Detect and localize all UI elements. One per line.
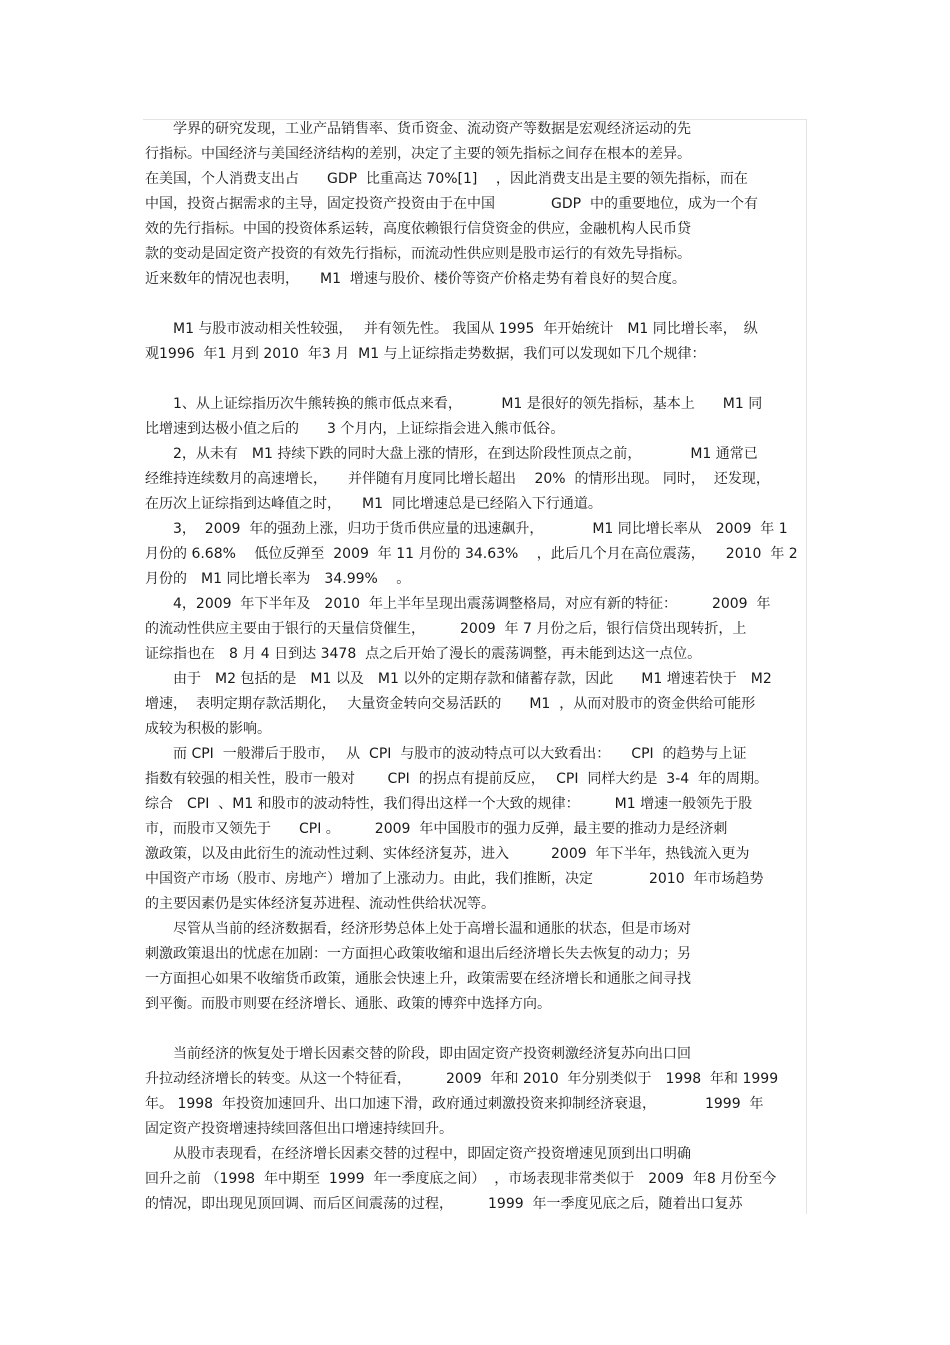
text-line: 观1996 年1 月到 2010 年3 月 M1 与上证综指走势数据，我们可以发现如下几个规律：	[145, 346, 706, 362]
text-line: 的情况，即出现见顶回调、而后区间震荡的过程， 1999 年一季度见底之后，随着出口复苏	[145, 1196, 743, 1212]
text-line: 成较为积极的影响。	[145, 721, 271, 737]
text-line: 回升之前 （1998 年中期至 1999 年一季度底之间） ，市场表现非常类似于 2009 年8 月份至今	[145, 1171, 777, 1187]
text-line: 的流动性供应主要由于银行的天量信贷催生， 2009 年 7 月份之后，银行信贷出现转折，上	[145, 621, 747, 637]
text-line: 的主要因素仍是实体经济复苏进程、流动性供给状况等。	[145, 896, 495, 912]
text-line: 证综指也在 8 月 4 日到达 3478 点之后开始了漫长的震荡调整，再未能到达这一点位。	[145, 646, 702, 662]
text-line: 月份的 M1 同比增长率为 34.99% 。	[145, 571, 411, 587]
text-line: 月份的 6.68% 低位反弹至 2009 年 11 月份的 34.63% ，此后几个月在高位震荡， 2010 年 2	[145, 546, 798, 562]
text-line: 而 CPI 一般滞后于股市， 从 CPI 与股市的波动特点可以大致看出： CPI 的趋势与上证	[145, 746, 747, 762]
text-line: 尽管从当前的经济数据看，经济形势总体上处于高增长温和通胀的状态，但是市场对	[145, 921, 691, 937]
text-line: 经维持连续数月的高速增长， 并伴随有月度同比增长超出 20% 的情形出现。 同时， 还发现，	[145, 471, 770, 487]
text-line: 刺激政策退出的忧虑在加剧：一方面担心政策收缩和退出后经济增长失去恢复的动力；另	[145, 946, 691, 962]
text-line: 效的先行指标。中国的投资体系运转，高度依赖银行信贷资金的供应，金融机构人民币贷	[145, 221, 691, 237]
text-line: 年。 1998 年投资加速回升、出口加速下滑，政府通过刺激投资来抑制经济衰退， 1999 年	[145, 1096, 764, 1112]
text-line: M1 与股市波动相关性较强， 并有领先性。 我国从 1995 年开始统计 M1 同比增长率， 纵	[145, 321, 758, 337]
text-line: 一方面担心如果不收缩货币政策，通胀会快速上升，政策需要在经济增长和通胀之间寻找	[145, 971, 691, 987]
text-line: 指数有较强的相关性，股市一般对 CPI 的拐点有提前反应， CPI 同样大约是 3-4 年的周期。	[145, 771, 769, 787]
text-line: 在历次上证综指到达峰值之时， M1 同比增速总是已经陷入下行通道。	[145, 496, 602, 512]
text-line: 当前经济的恢复处于增长因素交替的阶段，即由固定资产投资刺激经济复苏向出口回	[145, 1046, 691, 1062]
text-line: 到平衡。而股市则要在经济增长、通胀、政策的博弈中选择方向。	[145, 996, 551, 1012]
text-line: 款的变动是固定资产投资的有效先行指标，而流动性供应则是股市运行的有效先导指标。	[145, 246, 691, 262]
text-line: 在美国，个人消费支出占 GDP 比重高达 70%[1] ，因此消费支出是主要的领先指标，而在	[145, 171, 748, 187]
text-line: 3， 2009 年的强劲上涨，归功于货币供应量的迅速飙升， M1 同比增长率从 2009 年 1	[145, 521, 788, 537]
text-line: 市，而股市又领先于 CPI 。 2009 年中国股市的强力反弹，最主要的推动力是经济刺	[145, 821, 728, 837]
text-line: 学界的研究发现，工业产品销售率、货币资金、流动资产等数据是宏观经济运动的先	[145, 121, 691, 137]
text-line: 升拉动经济增长的转变。从这一个特征看， 2009 年和 2010 年分别类似于 1998 年和 1999	[145, 1071, 779, 1087]
text-line: 固定资产投资增速持续回落但出口增速持续回升。	[145, 1121, 453, 1137]
text-line: 近来数年的情况也表明， M1 增速与股价、楼价等资产价格走势有着良好的契合度。	[145, 271, 686, 287]
text-line: 2，从未有 M1 持续下跌的同时大盘上涨的情形，在到达阶段性顶点之前， M1 通常已	[145, 446, 758, 462]
text-line: 从股市表现看，在经济增长因素交替的过程中，即固定资产投资增速见顶到出口明确	[145, 1146, 691, 1162]
text-line: 由于 M2 包括的是 M1 以及 M1 以外的定期存款和储蓄存款，因此 M1 增速若快于 M2	[145, 671, 772, 687]
text-line: 中国资产市场（股市、房地产）增加了上涨动力。由此，我们推断，决定 2010 年市场趋势	[145, 871, 764, 887]
text-line: 激政策，以及由此衍生的流动性过剩、实体经济复苏，进入 2009 年下半年，热钱流入更为	[145, 846, 750, 862]
text-line: 4，2009 年下半年及 2010 年上半年呈现出震荡调整格局，对应有新的特征： 2009 年	[145, 596, 771, 612]
text-line: 比增速到达极小值之后的 3 个月内，上证综指会进入熊市低谷。	[145, 421, 565, 437]
text-line: 中国，投资占据需求的主导，固定投资产投资由于在中国 GDP 中的重要地位，成为一个有	[145, 196, 758, 212]
text-line: 增速， 表明定期存款活期化， 大量资金转向交易活跃的 M1 ，从而对股市的资金供给可能形	[145, 696, 756, 712]
text-line: 综合 CPI 、M1 和股市的波动特性，我们得出这样一个大致的规律： M1 增速一般领先于股	[145, 796, 753, 812]
text-line: 1、从上证综指历次牛熊转换的熊市低点来看， M1 是很好的领先指标，基本上 M1 同	[145, 396, 763, 412]
text-line: 行指标。中国经济与美国经济结构的差别，决定了主要的领先指标之间存在根本的差异。	[145, 146, 691, 162]
